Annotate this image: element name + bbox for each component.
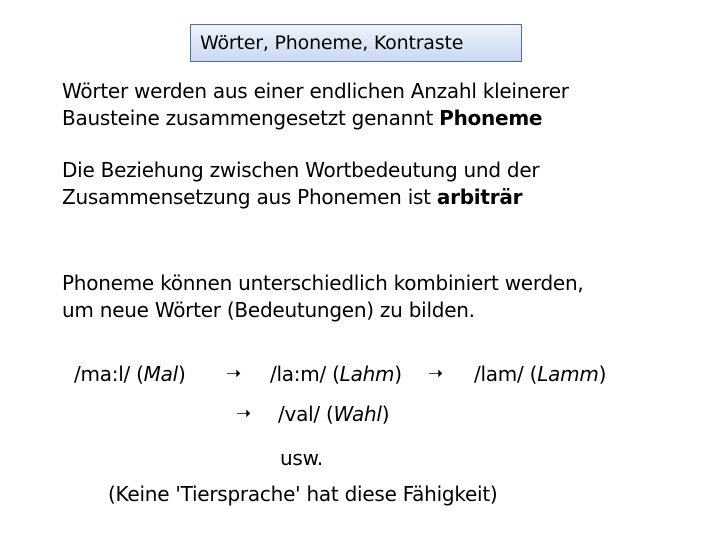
example-lamm-close: ) bbox=[598, 362, 607, 386]
para3-line1: Phoneme können unterschiedlich kombiniert werden, bbox=[62, 271, 584, 295]
paragraph-combination bbox=[62, 270, 584, 324]
para3-line2: um neue Wörter (Bedeutungen) zu bilden. bbox=[62, 298, 475, 322]
example-mal-ipa: /ma:l/ ( bbox=[74, 362, 144, 386]
example-lahm-word: Lahm bbox=[339, 362, 395, 386]
para1-line2-text: Bausteine zusammengesetzt genannt bbox=[62, 106, 440, 130]
slide-title-text: Wörter, Phoneme, Kontraste bbox=[200, 32, 464, 54]
para2-bold-term: arbiträr bbox=[436, 185, 523, 209]
paragraph-arbitrariness bbox=[62, 157, 539, 211]
example-lamm bbox=[474, 362, 606, 386]
para2-line2-text: Zusammensetzung aus Phonemen ist bbox=[62, 185, 437, 209]
para2-line1: Die Beziehung zwischen Wortbedeutung und der bbox=[62, 158, 540, 182]
arrow-icon: ➝ bbox=[226, 363, 242, 384]
example-wahl-close: ) bbox=[381, 402, 390, 426]
example-mal bbox=[74, 362, 186, 386]
example-wahl-ipa: /val/ ( bbox=[278, 402, 334, 426]
example-lamm-word: Lamm bbox=[537, 362, 599, 386]
arrow-icon: ➝ bbox=[236, 403, 252, 424]
para1-bold-term: Phoneme bbox=[439, 106, 543, 130]
example-mal-close: ) bbox=[178, 362, 186, 386]
arrow-icon: ➝ bbox=[428, 363, 444, 384]
example-lamm-ipa: /lam/ ( bbox=[474, 362, 538, 386]
footnote: (Keine 'Tiersprache' hat diese Fähigkeit) bbox=[108, 482, 498, 506]
etc-text: usw. bbox=[280, 446, 323, 470]
para1-line1: Wörter werden aus einer endlichen Anzahl kleinerer bbox=[62, 79, 569, 103]
example-wahl bbox=[278, 402, 389, 426]
paragraph-phoneme-definition bbox=[62, 78, 569, 132]
example-lahm bbox=[270, 362, 402, 386]
para1-line2 bbox=[62, 105, 569, 132]
para2-line2 bbox=[62, 184, 539, 211]
example-lahm-close: ) bbox=[394, 362, 402, 386]
example-wahl-word: Wahl bbox=[333, 402, 382, 426]
example-lahm-ipa: /la:m/ ( bbox=[270, 362, 340, 386]
example-mal-word: Mal bbox=[143, 362, 178, 386]
slide-title bbox=[190, 24, 522, 62]
